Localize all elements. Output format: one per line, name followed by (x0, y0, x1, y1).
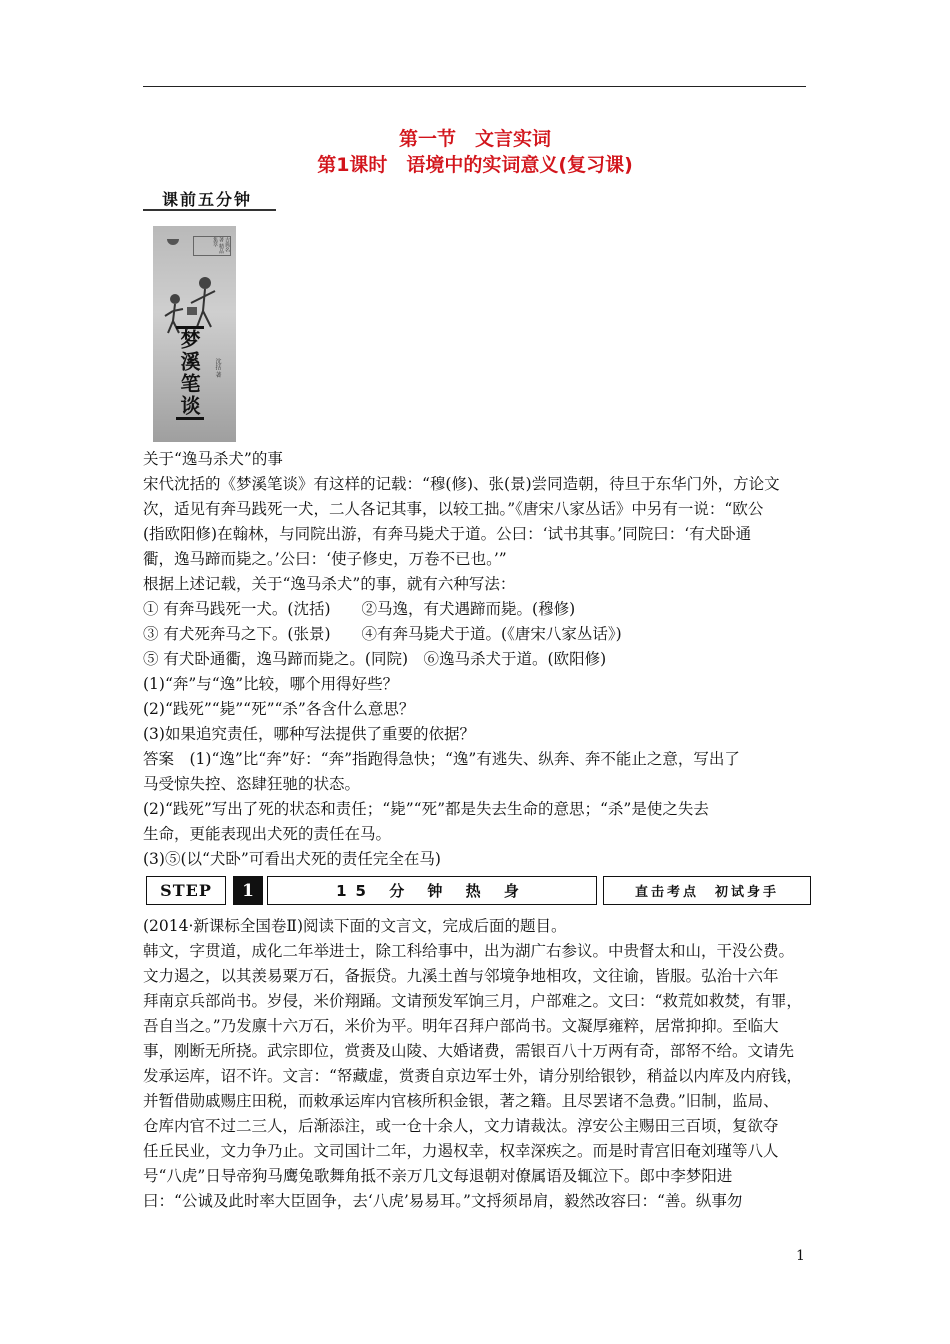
intro-line: ③ 有犬死奔马之下。(张景) ④有奔马毙犬于道。(《唐宋八家丛话》) (143, 625, 622, 643)
step-label: STEP (146, 876, 226, 905)
passage-line: 吾自当之。”乃发廪十六万石，米价为平。明年召拜户部尚书。文凝厚雍粹，居常抑抑。至临大 (143, 1017, 779, 1035)
section-label-rule (143, 209, 276, 211)
passage-line: 号“八虎”日导帝狗马鹰兔歌舞角抵不亲万几文每退朝对僚属语及辄泣下。郎中李梦阳进 (143, 1167, 733, 1185)
cover-side-text: 沈括 著 (214, 358, 221, 378)
step-number: 1 (233, 876, 263, 905)
step-banner (143, 876, 813, 907)
cover-title: 梦溪笔谈 (176, 326, 204, 420)
question-line: (3)如果追究责任，哪种写法提供了重要的依据？ (143, 725, 475, 743)
passage-line: 韩文，字贯道，成化二年举进士，除工科给事中，出为湖广右参议。中贵督太和山，干没公费。 (143, 942, 795, 960)
intro-line: 次，适见有奔马践死一犬，二人各记其事，以较工拙。”《唐宋八家丛话》中另有一说：“欧公 (143, 500, 764, 518)
lesson-title: 第1课时 语境中的实词意义(复习课) (317, 154, 633, 176)
passage-line: 曰：“公诚及此时率大臣固争，去‘八虎’易易耳。”文捋须昂肩，毅然改容曰：“善。纵事勿 (143, 1192, 743, 1210)
passage-line: 仓库内官不过二三人，后渐添注，或一仓十余人，文力请裁汰。淳安公主赐田三百顷，复欲夺 (143, 1117, 779, 1135)
section-title: 第一节 文言实词 (398, 128, 551, 150)
intro-line: 宋代沈括的《梦溪笔谈》有这样的记载：“穆(修)、张(景)尝同造朝，待旦于东华门外，方论文 (143, 475, 780, 493)
section-label: 课前五分钟 (162, 190, 253, 209)
answer-line: 生命，更能表现出犬死的责任在马。 (143, 825, 392, 843)
passage-line: (2014·新课标全国卷Ⅱ)阅读下面的文言文，完成后面的题目。 (143, 917, 567, 935)
bowl-icon (167, 239, 179, 245)
step-subtitle: 直击考点 初试身手 (603, 876, 811, 905)
passage-line: 任丘民业，文力争乃止。文司国计二年，力遏权幸，权幸深疾之。而是时青宫旧奄刘瑾等八人 (143, 1142, 779, 1160)
question-line: (1)“奔”与“逸”比较，哪个用得好些？ (143, 675, 399, 693)
passage-text (143, 914, 813, 1214)
answer-line: 答案 (1)“逸”比“奔”好：“奔”指跑得急快；“逸”有逃失、纵奔、奔不能止之意，写出了 (143, 750, 740, 768)
passage-line: 并暂借勋戚赐庄田税，而敕承运库内官核所积金银，著之籍。且尽罢诸不急费。”旧制，监局、 (143, 1092, 779, 1110)
question-line: (2)“践死”“毙”“死”“杀”各含什么意思？ (143, 700, 415, 718)
step-title: 15 分 钟 热 身 (267, 876, 597, 905)
answer-line: 马受惊失控、恣肆狂驰的状态。 (143, 775, 361, 793)
passage-line: 拜南京兵部尚书。岁侵，米价翔踊。文请预发军饷三月，户部难之。文曰：“救荒如救焚，有罪， (143, 992, 802, 1010)
answer-line: (2)“践死”写出了死的状态和责任；“毙”“死”都是失去生命的意思；“杀”是使之失去 (143, 800, 709, 818)
page-number: 1 (796, 1248, 805, 1264)
header-rule (143, 86, 806, 87)
intro-text (143, 447, 813, 872)
passage-line: 发承运库，诏不许。文言：“帑藏虚，赏赉自京边军士外，请分别给银钞，稍益以内库及内府钱， (143, 1067, 802, 1085)
passage-line: 文力遏之，以其羡易粟万石，备振贷。九溪土酋与邻境争地相攻，文往谕，皆服。弘治十六年 (143, 967, 779, 985)
passage-line: 事，刚断无所挠。武宗即位，赏赉及山陵、大婚诸费，需银百八十万两有奇，部帑不给。文请先 (143, 1042, 795, 1060)
intro-line: ⑤ 有犬卧通衢，逸马蹄而毙之。(同院) ⑥逸马杀犬于道。(欧阳修) (143, 650, 607, 668)
answer-line: (3)⑤(以“犬卧”可看出犬死的责任完全在马) (143, 850, 441, 868)
cover-series-text: 古典名著 精品集萃 (193, 236, 231, 256)
intro-line: 根据上述记载，关于“逸马杀犬”的事，就有六种写法： (143, 575, 516, 593)
intro-line: 衢，逸马蹄而毙之。’公曰：‘使子修史，万卷不已也。’” (143, 550, 507, 568)
intro-line: 关于“逸马杀犬”的事 (143, 450, 283, 468)
book-cover-image (153, 226, 236, 442)
intro-line: (指欧阳修)在翰林，与同院出游，有奔马毙犬于道。公曰：‘试书其事。’同院曰：‘有犬卧通 (143, 525, 752, 543)
intro-line: ① 有奔马践死一犬。(沈括) ②马逸，有犬遇蹄而毙。(穆修) (143, 600, 576, 618)
